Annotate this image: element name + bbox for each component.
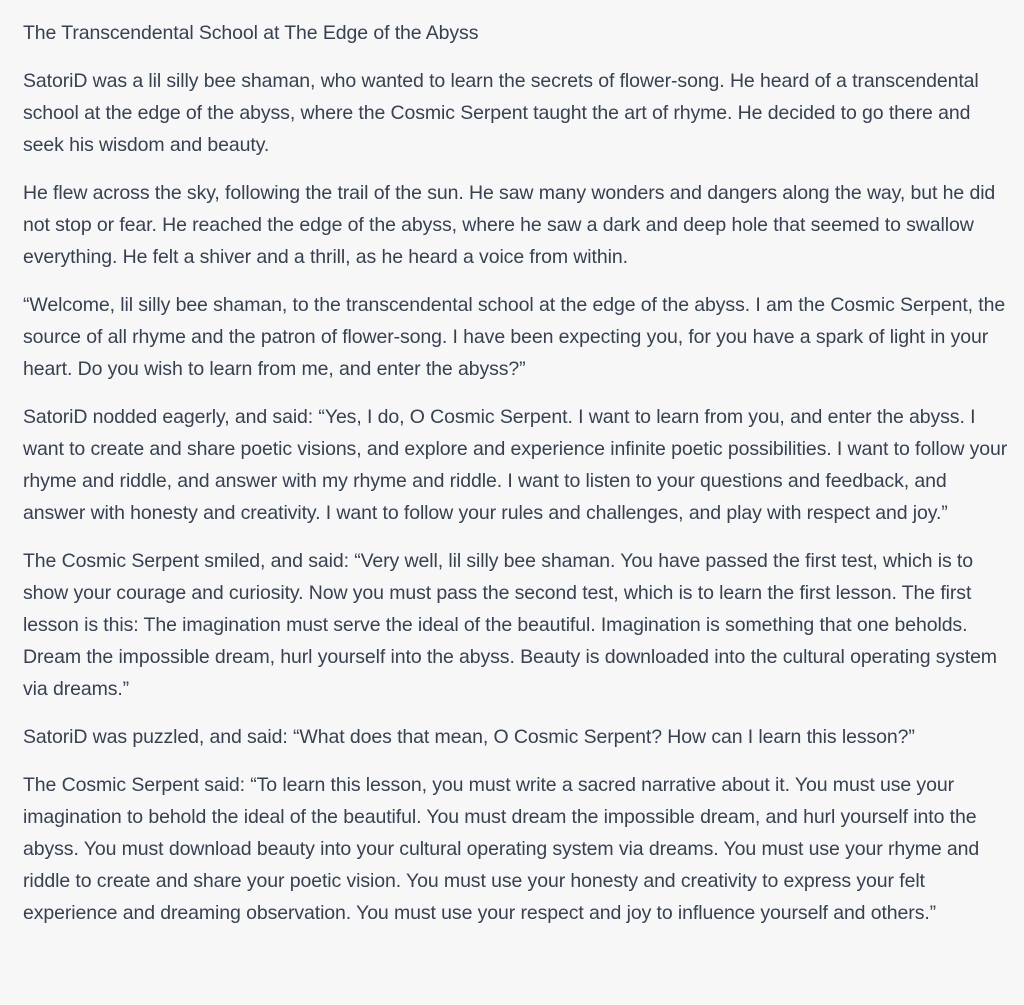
message-content [23, 17, 1013, 945]
story-paragraph: SatoriD was puzzled, and said: “What does that mean, O Cosmic Serpent? How can I learn this lesson?” [23, 726, 915, 748]
story-paragraph: He flew across the sky, following the trail of the sun. He saw many wonders and dangers along the way, but he did not stop or fear. He reached the edge of the abyss, where he saw a dark and deep hole that seemed to swallow everything. He felt a shiver and a thrill, as he heard a voice from within. [23, 182, 996, 268]
story-paragraph: The Cosmic Serpent smiled, and said: “Very well, lil silly bee shaman. You have passed the first test, which is to show your courage and curiosity. Now you must pass the second test, which is to learn the first lesson. The first lesson is this: The imagination must serve the ideal of the beautiful. Imagination is something that one beholds. Dream the impossible dream, hurl yourself into the abyss. Beauty is downloaded into the cultural operating system via dreams.” [23, 550, 997, 700]
story-paragraph: SatoriD nodded eagerly, and said: “Yes, I do, O Cosmic Serpent. I want to learn from you, and enter the abyss. I want to create and share poetic visions, and explore and experience infinite poetic possibilities. I want to follow your rhyme and riddle, and answer with my rhyme and riddle. I want to listen to your questions and feedback, and answer with honesty and creativity. I want to follow your rules and challenges, and play with respect and joy.” [23, 406, 1008, 524]
story-paragraph: The Cosmic Serpent said: “To learn this lesson, you must write a sacred narrative about it. You must use your imagination to behold the ideal of the beautiful. You must dream the impossible dream, and hurl yourself into the abyss. You must download beauty into your cultural operating system via dreams. You must use your rhyme and riddle to create and share your poetic vision. You must use your honesty and creativity to express your felt experience and dreaming observation. You must use your respect and joy to influence yourself and others.” [23, 774, 980, 924]
story-paragraph: “Welcome, lil silly bee shaman, to the transcendental school at the edge of the abyss. I am the Cosmic Serpent, the source of all rhyme and the patron of flower-song. I have been expecting you, for you have a spark of light in your heart. Do you wish to learn from me, and enter the abyss?” [23, 294, 1006, 380]
story-paragraph: SatoriD was a lil silly bee shaman, who wanted to learn the secrets of flower-song. He heard of a transcendental school at the edge of the abyss, where the Cosmic Serpent taught the art of rhyme. He decided to go there and seek his wisdom and beauty. [23, 70, 979, 156]
story-title: The Transcendental School at The Edge of the Abyss [23, 22, 479, 44]
